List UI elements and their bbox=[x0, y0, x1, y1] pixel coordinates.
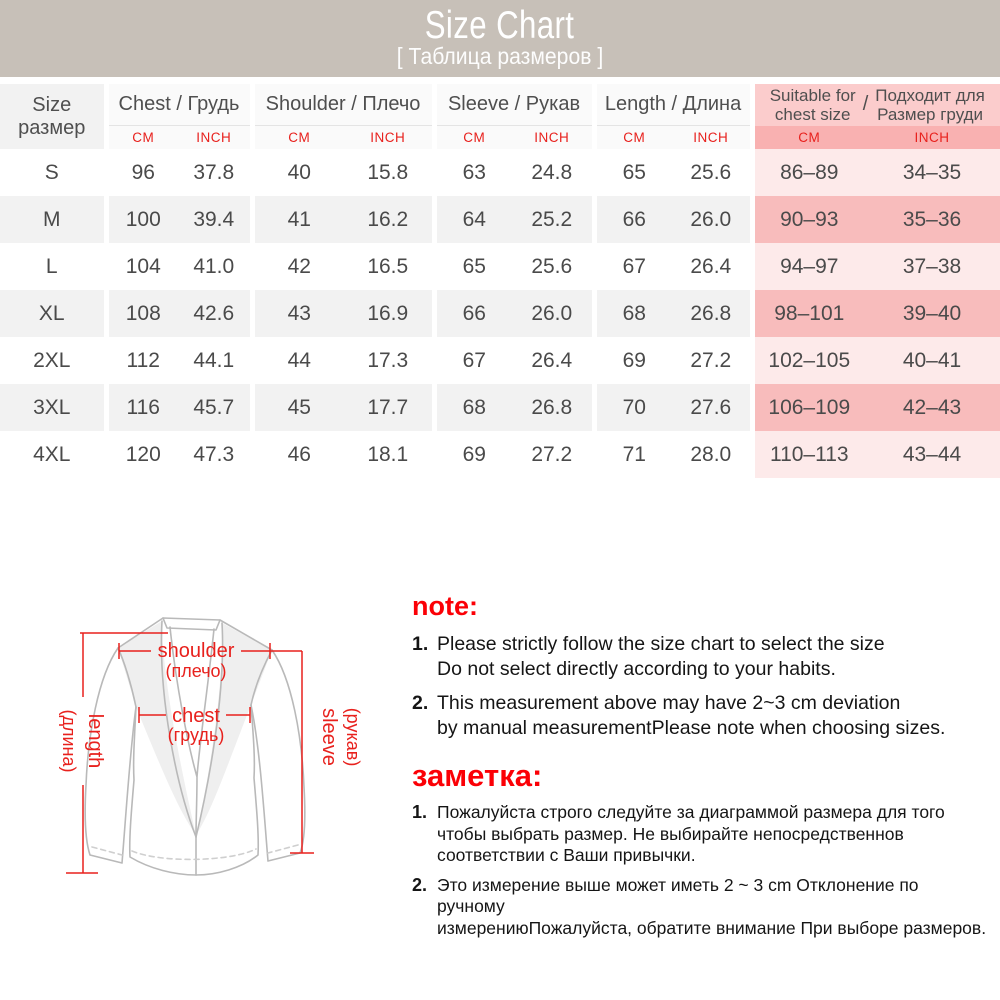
unit-header-sleeve-cm: CM bbox=[434, 126, 512, 150]
cell-shoulder-cm: 44 bbox=[252, 337, 344, 384]
note-item-number: 2. bbox=[412, 692, 429, 714]
notes-english bbox=[412, 591, 990, 740]
size-chart-table-wrap bbox=[0, 84, 1000, 478]
size-row-l bbox=[0, 243, 1000, 290]
cell-chest-cm: 112 bbox=[106, 337, 178, 384]
cell-size: 4XL bbox=[0, 431, 106, 478]
cell-shoulder-cm: 45 bbox=[252, 384, 344, 431]
size-row-4xl bbox=[0, 431, 1000, 478]
note-item-text: Пожалуйста строго следуйте за диаграммой размера для того чтобы выбрать размер. Не выбирайте непосредственнов соответствии с Ваши привычки. bbox=[437, 802, 945, 865]
note-item-en-1 bbox=[412, 632, 990, 681]
size-header-line2: размер bbox=[18, 116, 86, 139]
cell-shoulder-cm: 43 bbox=[252, 290, 344, 337]
col-header-chest: Chest / Грудь bbox=[106, 84, 252, 126]
cell-size: 2XL bbox=[0, 337, 106, 384]
note-item-ru-2 bbox=[412, 875, 990, 940]
cell-suit-cm: 102–105 bbox=[752, 337, 864, 384]
length-label-en: length bbox=[84, 713, 106, 769]
cell-chest-inch: 39.4 bbox=[178, 196, 252, 243]
cell-sleeve-inch: 26.8 bbox=[512, 384, 594, 431]
cell-length-cm: 69 bbox=[594, 337, 672, 384]
suitable-header-ru: Подходит для Размер груди bbox=[875, 85, 985, 124]
cell-length-cm: 65 bbox=[594, 149, 672, 196]
size-row-2xl bbox=[0, 337, 1000, 384]
cell-size: M bbox=[0, 196, 106, 243]
cell-chest-cm: 108 bbox=[106, 290, 178, 337]
cell-chest-inch: 41.0 bbox=[178, 243, 252, 290]
cell-chest-inch: 42.6 bbox=[178, 290, 252, 337]
cell-length-inch: 26.8 bbox=[672, 290, 752, 337]
note-item-text: Please strictly follow the size chart to select the size Do not select directly according to your habits. bbox=[437, 633, 885, 680]
cell-suit-cm: 98–101 bbox=[752, 290, 864, 337]
note-item-number: 1. bbox=[412, 633, 429, 655]
unit-header-sleeve-inch: INCH bbox=[512, 126, 594, 150]
header-row-groups bbox=[0, 84, 1000, 126]
unit-header-chest-inch: INCH bbox=[178, 126, 252, 150]
cell-length-cm: 68 bbox=[594, 290, 672, 337]
cell-suit-cm: 86–89 bbox=[752, 149, 864, 196]
cell-chest-cm: 96 bbox=[106, 149, 178, 196]
cell-suit-inch: 43–44 bbox=[864, 431, 1000, 478]
size-row-xl bbox=[0, 290, 1000, 337]
cell-length-cm: 67 bbox=[594, 243, 672, 290]
sleeve-label-en: sleeve bbox=[318, 708, 340, 766]
col-header-sleeve: Sleeve / Рукав bbox=[434, 84, 594, 126]
cell-shoulder-inch: 16.5 bbox=[344, 243, 434, 290]
cell-shoulder-inch: 18.1 bbox=[344, 431, 434, 478]
cell-size: XL bbox=[0, 290, 106, 337]
note-item-number: 1. bbox=[412, 802, 428, 822]
col-header-length: Length / Длина bbox=[594, 84, 752, 126]
cell-suit-cm: 90–93 bbox=[752, 196, 864, 243]
cell-chest-inch: 45.7 bbox=[178, 384, 252, 431]
cell-suit-inch: 35–36 bbox=[864, 196, 1000, 243]
cell-chest-inch: 37.8 bbox=[178, 149, 252, 196]
cell-suit-inch: 42–43 bbox=[864, 384, 1000, 431]
cell-suit-inch: 39–40 bbox=[864, 290, 1000, 337]
jacket-diagram-svg bbox=[10, 585, 395, 985]
cell-sleeve-cm: 65 bbox=[434, 243, 512, 290]
cell-suit-inch: 37–38 bbox=[864, 243, 1000, 290]
cell-shoulder-inch: 16.9 bbox=[344, 290, 434, 337]
unit-header-suit-inch: INCH bbox=[864, 126, 1000, 150]
cell-shoulder-inch: 16.2 bbox=[344, 196, 434, 243]
note-item-en-2 bbox=[412, 691, 990, 740]
chest-label-en: chest bbox=[172, 705, 220, 727]
chest-label-ru: (грудь) bbox=[167, 725, 225, 745]
cell-shoulder-cm: 40 bbox=[252, 149, 344, 196]
cell-shoulder-cm: 46 bbox=[252, 431, 344, 478]
cell-length-inch: 26.0 bbox=[672, 196, 752, 243]
cell-shoulder-inch: 17.3 bbox=[344, 337, 434, 384]
size-row-s bbox=[0, 149, 1000, 196]
col-header-size bbox=[0, 84, 106, 149]
cell-length-cm: 70 bbox=[594, 384, 672, 431]
page-subtitle: [ Таблица размеров ] bbox=[396, 43, 604, 69]
cell-suit-inch: 34–35 bbox=[864, 149, 1000, 196]
cell-sleeve-inch: 24.8 bbox=[512, 149, 594, 196]
cell-suit-cm: 106–109 bbox=[752, 384, 864, 431]
notes-russian bbox=[412, 758, 990, 939]
cell-sleeve-cm: 68 bbox=[434, 384, 512, 431]
cell-suit-inch: 40–41 bbox=[864, 337, 1000, 384]
col-header-shoulder: Shoulder / Плечо bbox=[252, 84, 434, 126]
cell-chest-cm: 116 bbox=[106, 384, 178, 431]
cell-chest-inch: 47.3 bbox=[178, 431, 252, 478]
sleeve-label-ru: (рукав) bbox=[343, 707, 363, 767]
length-label-ru: (длина) bbox=[59, 709, 79, 773]
size-chart-table bbox=[0, 84, 1000, 478]
note-item-number: 2. bbox=[412, 874, 428, 895]
cell-sleeve-cm: 67 bbox=[434, 337, 512, 384]
cell-suit-cm: 110–113 bbox=[752, 431, 864, 478]
cell-shoulder-inch: 17.7 bbox=[344, 384, 434, 431]
cell-sleeve-cm: 64 bbox=[434, 196, 512, 243]
page-title: Size Chart bbox=[425, 4, 575, 47]
cell-length-inch: 28.0 bbox=[672, 431, 752, 478]
notes-section bbox=[412, 591, 990, 939]
unit-header-suit-cm: CM bbox=[752, 126, 864, 150]
note-heading-ru: заметка: bbox=[412, 758, 543, 793]
jacket-hem-stitch-line bbox=[132, 849, 256, 859]
header-banner bbox=[0, 0, 1000, 77]
cell-chest-cm: 120 bbox=[106, 431, 178, 478]
unit-header-shoulder-inch: INCH bbox=[344, 126, 434, 150]
shoulder-label-en: shoulder bbox=[157, 640, 235, 662]
cell-sleeve-inch: 26.4 bbox=[512, 337, 594, 384]
cell-chest-inch: 44.1 bbox=[178, 337, 252, 384]
cell-shoulder-inch: 15.8 bbox=[344, 149, 434, 196]
cell-sleeve-cm: 63 bbox=[434, 149, 512, 196]
cell-length-inch: 25.6 bbox=[672, 149, 752, 196]
note-item-text: Это измерение выше может иметь 2 ~ 3 cm Отклонение по ручному измерениюПожалуйста, обратите внимание При выборе размеров. bbox=[437, 874, 987, 938]
size-header-line1: Size bbox=[32, 93, 72, 116]
jacket-collar bbox=[163, 618, 220, 630]
jacket-measurement-diagram bbox=[10, 585, 395, 985]
suitable-header-slash: / bbox=[862, 93, 869, 116]
cell-sleeve-inch: 25.2 bbox=[512, 196, 594, 243]
unit-header-length-inch: INCH bbox=[672, 126, 752, 150]
cell-shoulder-cm: 42 bbox=[252, 243, 344, 290]
cell-suit-cm: 94–97 bbox=[752, 243, 864, 290]
unit-header-length-cm: CM bbox=[594, 126, 672, 150]
cell-shoulder-cm: 41 bbox=[252, 196, 344, 243]
cell-length-inch: 26.4 bbox=[672, 243, 752, 290]
cell-length-inch: 27.6 bbox=[672, 384, 752, 431]
cell-sleeve-cm: 69 bbox=[434, 431, 512, 478]
cell-size: 3XL bbox=[0, 384, 106, 431]
cell-chest-cm: 100 bbox=[106, 196, 178, 243]
cell-length-cm: 66 bbox=[594, 196, 672, 243]
suitable-header-en: Suitable for chest size bbox=[769, 85, 856, 124]
note-item-text: This measurement above may have 2~3 cm deviation by manual measurementPlease note when choosing sizes. bbox=[437, 692, 946, 739]
cell-size: L bbox=[0, 243, 106, 290]
unit-header-shoulder-cm: CM bbox=[252, 126, 344, 150]
unit-header-chest-cm: CM bbox=[106, 126, 178, 150]
note-heading-en: note: bbox=[412, 591, 478, 621]
size-row-3xl bbox=[0, 384, 1000, 431]
cell-length-cm: 71 bbox=[594, 431, 672, 478]
cell-sleeve-inch: 26.0 bbox=[512, 290, 594, 337]
note-item-ru-1 bbox=[412, 802, 990, 867]
cell-sleeve-inch: 25.6 bbox=[512, 243, 594, 290]
cell-length-inch: 27.2 bbox=[672, 337, 752, 384]
cell-size: S bbox=[0, 149, 106, 196]
col-header-suitable bbox=[752, 84, 1000, 126]
header-row-units bbox=[0, 126, 1000, 150]
cell-sleeve-cm: 66 bbox=[434, 290, 512, 337]
measurement-labels bbox=[59, 640, 363, 773]
cell-chest-cm: 104 bbox=[106, 243, 178, 290]
cell-sleeve-inch: 27.2 bbox=[512, 431, 594, 478]
size-row-m bbox=[0, 196, 1000, 243]
shoulder-label-ru: (плечо) bbox=[165, 661, 227, 681]
